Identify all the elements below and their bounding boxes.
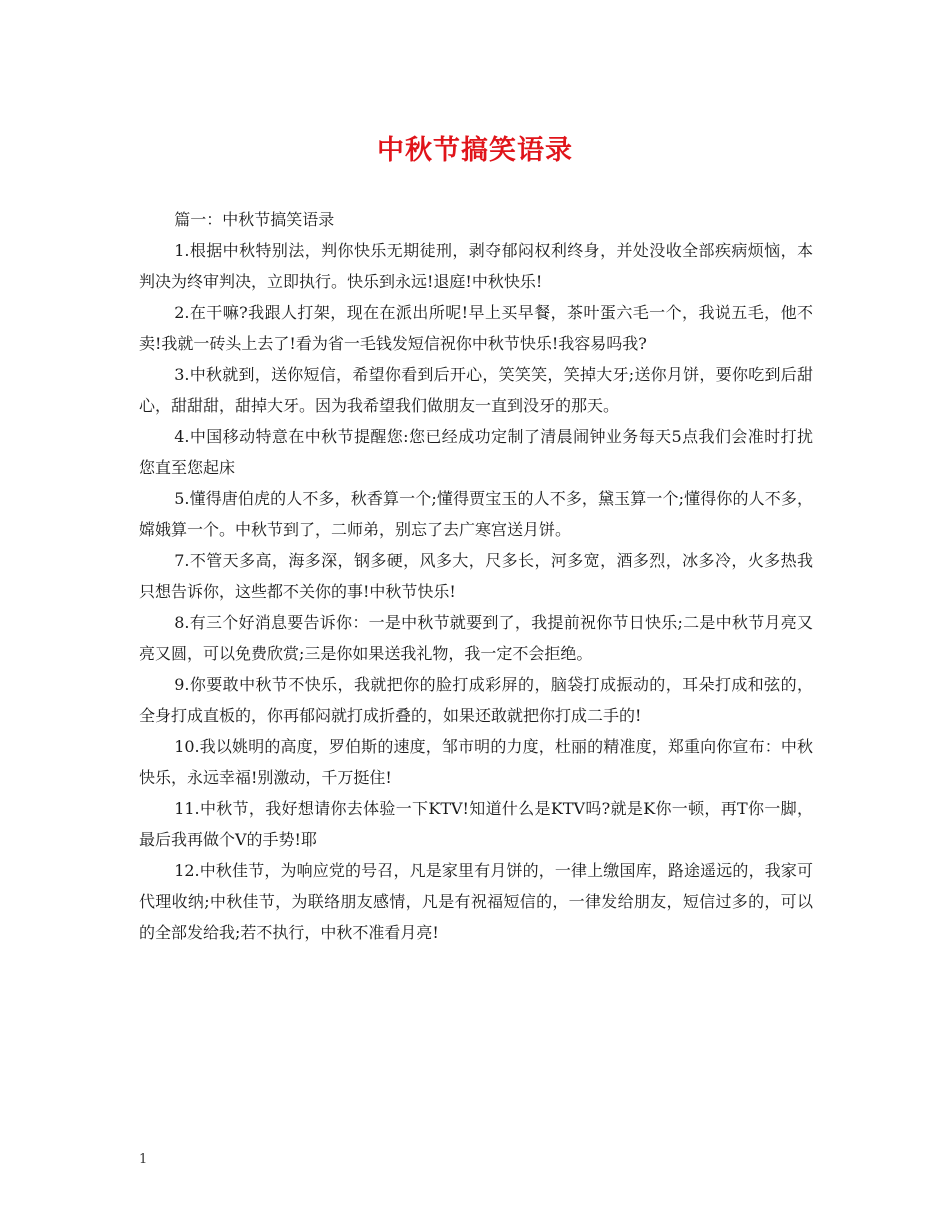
section-heading: 篇一：中秋节搞笑语录 [174, 210, 335, 229]
paragraph: 2.在干嘛?我跟人打架，现在在派出所呢!早上买早餐，茶叶蛋六毛一个，我说五毛，他不卖!我就一砖头上去了!看为省一毛钱发短信祝你中秋节快乐!我容易吗我? [139, 303, 813, 353]
paragraph: 12.中秋佳节，为响应党的号召，凡是家里有月饼的，一律上缴国库，路途遥远的，我家可代理收纳;中秋佳节，为联络朋友感情，凡是有祝福短信的，一律发给朋友，短信过多的，可以的全部发给我;若不执行，中秋不准看月亮! [139, 861, 813, 942]
document-body [139, 204, 813, 948]
page-number: 1 [139, 1152, 148, 1167]
paragraph: 10.我以姚明的高度，罗伯斯的速度，邹市明的力度，杜丽的精准度，郑重向你宣布：中秋快乐，永远幸福!别激动，千万挺住! [139, 737, 813, 787]
paragraph: 11.中秋节，我好想请你去体验一下KTV!知道什么是KTV吗?就是K你一顿，再T你一脚，最后我再做个V的手势!耶 [139, 799, 813, 849]
paragraph: 7.不管天多高，海多深，钢多硬，风多大，尺多长，河多宽，酒多烈，冰多冷，火多热我只想告诉你，这些都不关你的事!中秋节快乐! [139, 551, 813, 601]
paragraph: 9.你要敢中秋节不快乐，我就把你的脸打成彩屏的，脑袋打成振动的，耳朵打成和弦的，全身打成直板的，你再郁闷就打成折叠的，如果还敢就把你打成二手的! [139, 675, 813, 725]
paragraph: 3.中秋就到，送你短信，希望你看到后开心，笑笑笑，笑掉大牙;送你月饼，要你吃到后甜心，甜甜甜，甜掉大牙。因为我希望我们做朋友一直到没牙的那天。 [139, 365, 813, 415]
paragraph: 5.懂得唐伯虎的人不多，秋香算一个;懂得贾宝玉的人不多，黛玉算一个;懂得你的人不多，嫦娥算一个。中秋节到了，二师弟，别忘了去广寒宫送月饼。 [139, 489, 813, 539]
paragraph: 4.中国移动特意在中秋节提醒您:您已经成功定制了清晨闹钟业务每天5点我们会准时打扰您直至您起床 [139, 427, 813, 477]
paragraph: 1.根据中秋特别法，判你快乐无期徒刑，剥夺郁闷权利终身，并处没收全部疾病烦恼，本判决为终审判决，立即执行。快乐到永远!退庭!中秋快乐! [139, 241, 813, 291]
document-title: 中秋节搞笑语录 [377, 135, 573, 166]
paragraph: 8.有三个好消息要告诉你：一是中秋节就要到了，我提前祝你节日快乐;二是中秋节月亮又亮又圆，可以免费欣赏;三是你如果送我礼物，我一定不会拒绝。 [139, 613, 813, 663]
